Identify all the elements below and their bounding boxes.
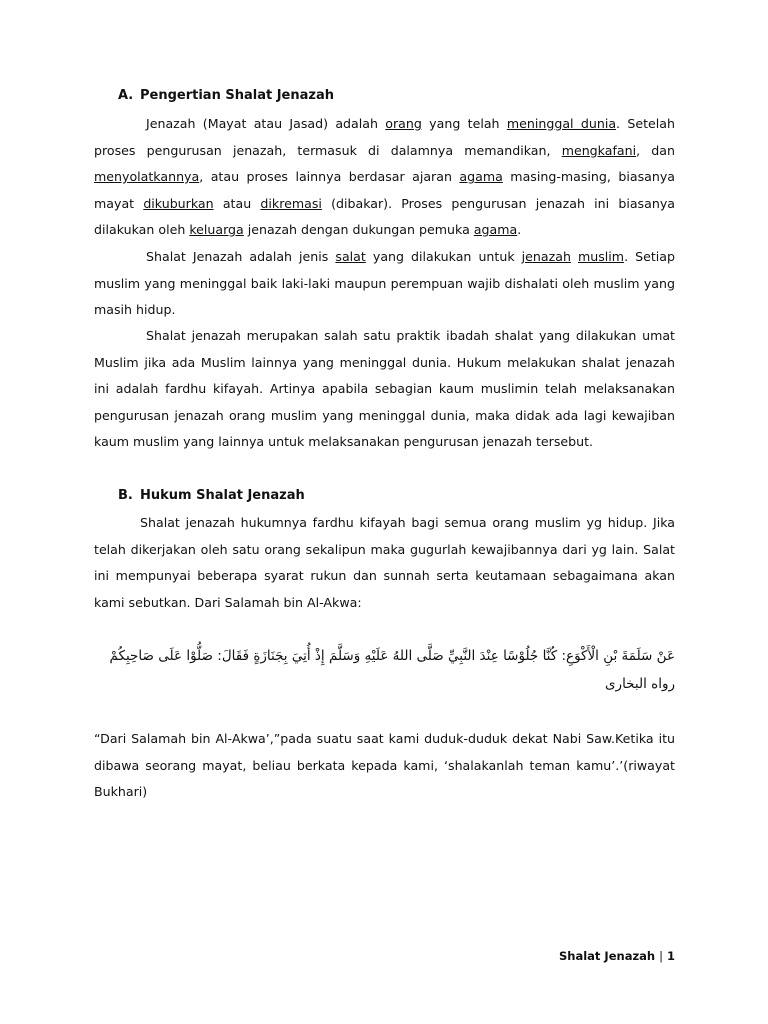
section-b-heading <box>118 488 305 503</box>
link-muslim[interactable]: muslim <box>577 249 625 264</box>
link-mengkafani[interactable]: mengkafani <box>561 142 637 158</box>
section-b-title: Hukum Shalat Jenazah <box>140 488 305 503</box>
link-dikuburkan[interactable]: dikuburkan <box>143 195 214 211</box>
section-a-paragraph-2 <box>94 244 675 324</box>
section-a-title: Pengertian Shalat Jenazah <box>140 88 334 103</box>
text-run: . Setelah proses pengurusan jenazah, termasuk di dalamnya memandikan, <box>94 116 675 158</box>
section-a-heading <box>118 88 334 103</box>
section-b-letter: B. <box>118 488 133 503</box>
link-menyolatkannya[interactable]: menyolatkannya <box>94 169 200 184</box>
hadith-translation: “Dari Salamah bin Al-Akwa’,”pada suatu saat kami duduk-duduk dekat Nabi Saw.Ketika itu dibawa seorang mayat, beliau berkata kepada kami, ‘shalakanlah teman kamu’.’(riwayat Bukhari) <box>94 731 675 799</box>
link-jenazah[interactable]: jenazah <box>521 249 571 264</box>
text-run: . <box>517 222 522 237</box>
link-meninggal-dunia[interactable]: meninggal dunia <box>506 116 617 131</box>
footer-page-number: 1 <box>666 949 675 963</box>
text-run: (dibakar). Proses pengurusan jenazah ini biasanya dilakukan oleh <box>94 195 675 237</box>
text-run: Jenazah (Mayat atau Jasad) adalah <box>146 116 386 131</box>
section-a-letter: A. <box>118 88 134 103</box>
text-run: jenazah dengan dukungan pemuka <box>243 222 474 237</box>
link-salat[interactable]: salat <box>335 249 366 264</box>
link-dikremasi[interactable]: dikremasi <box>260 195 322 211</box>
text-run: . Setiap muslim yang meninggal baik laki-laki maupun perempuan wajib dishalati oleh muslim yang masih hidup. <box>94 249 675 317</box>
link-agama-2[interactable]: agama <box>473 222 518 237</box>
section-a-paragraph-1 <box>94 111 675 244</box>
text-run: masing-masing, biasanya mayat <box>94 169 675 211</box>
page-footer <box>559 949 675 963</box>
footer-title: Shalat Jenazah <box>559 949 656 963</box>
arabic-hadith: عَنْ سَلَمَةَ بْنِ الْأَكْوَعِ: كُنَّا جُلُوْسًا عِنْدَ النَّبِيِّ صَلَّى اللهُ عَلَيْهِ وَسَلَّمَ إِذْ أُتِيَ بِجَنَازَةٍ فَقَالَ: صَلُّوْا عَلَى صَاحِبِكُمْ رواه البخارى <box>109 648 675 692</box>
text-run: atau <box>213 195 261 211</box>
text-run: Shalat Jenazah adalah jenis <box>146 249 336 264</box>
text-run: , atau proses lainnya berdasar ajaran <box>199 169 460 184</box>
text-run: yang dilakukan untuk <box>365 249 522 264</box>
text-run: yang telah <box>421 116 507 131</box>
text-run: , dan <box>636 142 675 158</box>
section-b-paragraph-1: Shalat jenazah hukumnya fardhu kifayah bagi semua orang muslim yg hidup. Jika telah dikerjakan oleh satu orang sekalipun maka gugurlah kewajibannya dari yg lain. Salat ini mempunyai beberapa syarat rukun dan sunnah serta keutamaan sebagaimana akan kami sebutkan. Dari Salamah bin Al-Akwa: <box>94 515 675 610</box>
link-orang[interactable]: orang <box>385 116 422 131</box>
section-a-paragraph-3: Shalat jenazah merupakan salah satu praktik ibadah shalat yang dilakukan umat Muslim jika ada Muslim lainnya yang meninggal dunia. Hukum melakukan shalat jenazah ini adalah fardhu kifayah. Artinya apabila sebagian kaum muslimin telah melaksanakan pengurusan jenazah orang muslim yang meninggal dunia, maka didak ada lagi kewajiban kaum muslim yang lainnya untuk melaksanakan pengurusan jenazah tersebut. <box>94 328 675 449</box>
footer-separator: | <box>659 949 663 963</box>
link-agama[interactable]: agama <box>459 169 503 184</box>
text-run <box>571 249 578 264</box>
link-keluarga[interactable]: keluarga <box>189 222 244 237</box>
